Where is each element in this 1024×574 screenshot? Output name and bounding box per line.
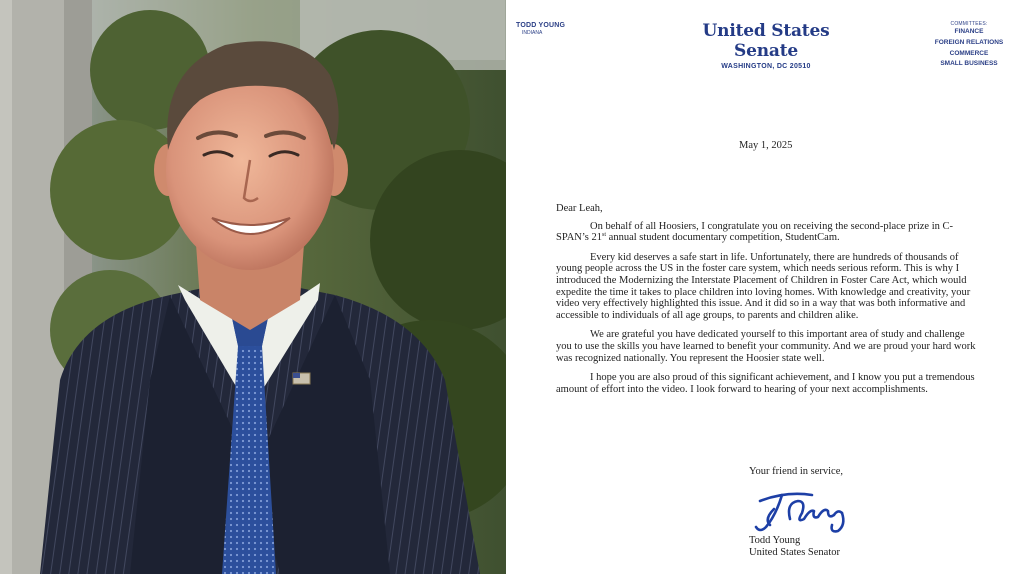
committee-item: FINANCE: [954, 28, 984, 35]
senate-wordmark: United States Senate: [702, 21, 830, 61]
senate-address: WASHINGTON, DC 20510: [721, 63, 811, 70]
letter-body: [556, 203, 976, 403]
portrait-illustration: [0, 0, 506, 574]
committee-item: FOREIGN RELATIONS: [934, 38, 1004, 46]
paragraph-1-tail: annual student documentary competition, StudentCam.: [606, 232, 840, 244]
committee-list: [924, 21, 1014, 70]
signer-name: Todd Young: [749, 535, 801, 546]
letter-date: May 1, 2025: [739, 140, 793, 151]
paragraph-2: Every kid deserves a safe start in life. Unfortunately, there are hundreds of thousands of young people across the US in the foster care system, which needs serious reform. This is why I introduced the Modernizing the Interstate Placement of Children in Foster Care Act, which would expedite the time it takes to place children into loving homes. With knowledge and creativity, your video very effectively highlighted this issue. And it did so in a way that was both informative and accessible to individuals of all age groups, to parents and children alike.: [556, 251, 971, 321]
letterhead-senator: [516, 22, 565, 36]
signer-title: United States Senator: [749, 547, 840, 558]
closing: Your friend in service,: [749, 466, 843, 477]
paragraph-4: I hope you are also proud of this significant achievement, and I know you put a tremendous amount of effort into the video. I look forward to hearing of your next accomplishments.: [556, 372, 975, 395]
letterhead-title: [692, 21, 840, 70]
committee-item: COMMERCE: [949, 49, 989, 57]
committee-item: SMALL BUSINESS: [940, 60, 998, 68]
committees-caption: COMMITTEES:: [950, 21, 988, 27]
senator-name: TODD YOUNG: [516, 22, 566, 29]
handwritten-signature: [746, 479, 856, 540]
portrait-photo: [0, 0, 506, 574]
signature-block: [749, 535, 840, 559]
paragraph-1-text: On behalf of all Hoosiers, I congratulate you on receiving the second-place prize in C-SPAN’s 21: [556, 220, 953, 244]
senator-state: INDIANA: [522, 30, 543, 36]
ordinal-suffix: st: [602, 232, 607, 239]
paragraph-3: We are grateful you have dedicated yourself to this important area of study and challenge you to use the skills you have learned to benefit your community. And we are proud your hard work was recognized nationally. You represent the Hoosier state well.: [556, 329, 976, 364]
paragraph-1: [556, 221, 976, 244]
senate-letter: [506, 0, 1024, 574]
salutation: Dear Leah,: [556, 203, 603, 214]
